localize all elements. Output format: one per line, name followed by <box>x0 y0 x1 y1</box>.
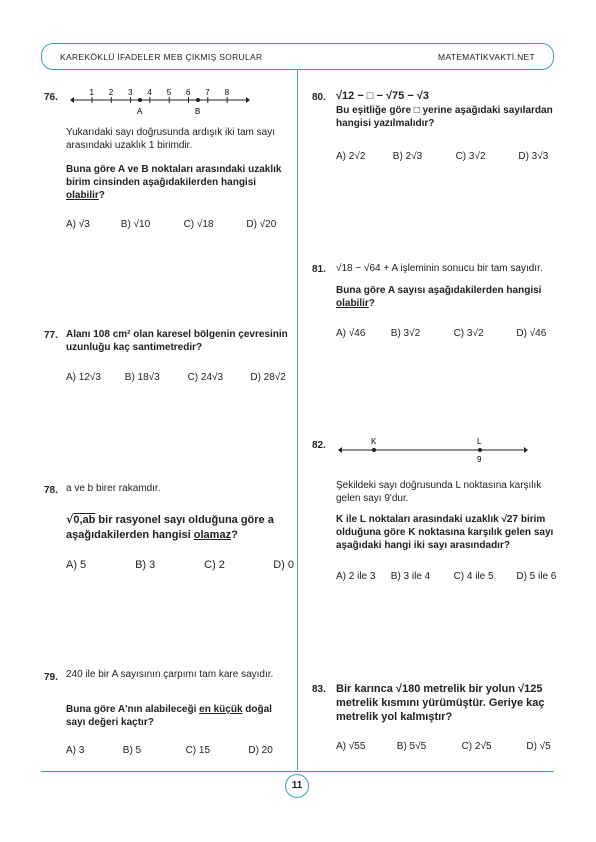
q79-text-1: 240 ile bir A sayısının çarpımı tam kare sayıdır. <box>66 669 274 680</box>
q82-label-l: L <box>477 437 482 446</box>
q78-options <box>66 559 294 571</box>
q78-text-2 <box>66 512 294 543</box>
q82-point-l <box>478 448 482 452</box>
q83-option-b[interactable]: B) 5√5 <box>396 741 427 752</box>
question-76-number: 76. <box>44 92 58 103</box>
q79-option-c[interactable]: C) 15 <box>185 745 211 756</box>
q76-text-2-underlined: olabilir <box>66 190 99 201</box>
q83-option-d[interactable]: D) √5 <box>526 741 551 752</box>
q77-options <box>66 372 286 383</box>
q76-number-line <box>70 88 250 118</box>
header-site: MATEMATİKVAKTİ.NET <box>437 52 535 62</box>
q81-expression: √18 − √64 + A işleminin sonucu bir tam sayıdır. <box>336 263 543 274</box>
q80-text: Bu eşitliğe göre □ yerine aşağıdaki sayılardan hangisi yazılmalıdır? <box>336 105 553 129</box>
q76-tick-label: 7 <box>205 88 210 97</box>
q80-option-a[interactable]: A) 2√2 <box>336 151 366 162</box>
q78-option-d[interactable]: D) 0 <box>273 559 294 571</box>
q76-tick-label: 3 <box>128 88 133 97</box>
q82-option-d[interactable]: D) 5 ile 6 <box>516 571 557 582</box>
q81-text-end: ? <box>368 298 375 309</box>
q76-tick-label: 4 <box>147 88 152 97</box>
q81-text <box>336 284 558 310</box>
q78-text-2-main: bir rasyonel sayı olduğuna göre a aşağıdakilerden hangisi <box>66 514 274 541</box>
q83-options <box>336 741 551 752</box>
q82-arrow-right <box>524 447 528 453</box>
q76-option-a[interactable]: A) √3 <box>66 219 90 230</box>
q82-arrow-left <box>338 447 342 453</box>
q78-text-1: a ve b birer rakamdır. <box>66 483 161 494</box>
q78-text-2-end: ? <box>231 529 238 541</box>
question-80-number: 80. <box>312 92 326 103</box>
q80-expression: √12 − □ − √75 − √3 <box>336 90 429 102</box>
q77-text: Alanı 108 cm² olan karesel bölgenin çevresinin uzunluğu kaç santimetredir? <box>66 329 288 353</box>
q80-option-c[interactable]: C) 3√2 <box>455 151 486 162</box>
q79-option-b[interactable]: B) 5 <box>122 745 142 756</box>
q81-option-b[interactable]: B) 3√2 <box>390 328 421 339</box>
question-81-number: 81. <box>312 264 326 275</box>
page-header <box>41 43 554 70</box>
q78-option-c[interactable]: C) 2 <box>204 559 225 571</box>
q81-text-underlined: olabilir <box>336 298 369 309</box>
q79-options <box>66 745 273 756</box>
question-83-number: 83. <box>312 684 326 695</box>
q76-options <box>66 219 276 230</box>
q78-option-b[interactable]: B) 3 <box>135 559 156 571</box>
q76-tick-label: 1 <box>89 88 94 97</box>
q76-text-1: Yukarıdaki sayı doğrusunda ardışık iki tam sayı arasındaki uzaklık 1 birimdir. <box>66 127 275 151</box>
q76-tick-label: 5 <box>166 88 172 97</box>
q76-tick-label: 2 <box>108 88 114 97</box>
q76-text-2-end: ? <box>98 190 105 201</box>
column-divider <box>297 70 298 770</box>
q79-text-2-underlined: en küçük <box>199 704 243 715</box>
q82-option-a[interactable]: A) 2 ile 3 <box>336 571 376 582</box>
q79-text-2 <box>66 703 291 729</box>
footer-divider <box>41 771 554 772</box>
q78-radicand: 0,ab <box>73 514 96 526</box>
q76-option-d[interactable]: D) √20 <box>246 219 277 230</box>
q79-text-2-main: Buna göre A'nın alabileceği <box>66 704 200 715</box>
q82-text-1: Şekildeki sayı doğrusunda L noktasına karşılık gelen sayı 9'dur. <box>336 480 542 504</box>
q76-point-b <box>196 98 200 102</box>
q76-arrow-left <box>70 97 74 103</box>
q76-text-2 <box>66 163 288 202</box>
q77-option-c[interactable]: C) 24√3 <box>187 372 224 383</box>
q82-options <box>336 571 556 582</box>
q76-label-b: B <box>195 107 201 116</box>
q82-number-line <box>338 434 528 468</box>
q82-option-c[interactable]: C) 4 ile 5 <box>453 571 494 582</box>
q81-option-d[interactable]: D) √46 <box>516 328 547 339</box>
q81-text-main: Buna göre A sayısı aşağıdakilerden hangisi <box>336 285 542 296</box>
q82-label-9: 9 <box>477 455 482 464</box>
q78-text-2-underlined: olamaz <box>193 529 232 541</box>
q80-option-d[interactable]: D) 3√3 <box>518 151 549 162</box>
question-79-number: 79. <box>44 672 58 683</box>
q76-text-2-main: Buna göre A ve B noktaları arasındaki uzaklık birim cinsinden aşağıdakilerden hangisi <box>66 164 282 188</box>
header-title: KAREKÖKLÜ İFADELER MEB ÇIKMIŞ SORULAR <box>60 52 263 62</box>
q76-point-a <box>138 98 142 102</box>
q83-text: Bir karınca √180 metrelik bir yolun √125 metrelik kısmını yürümüştür. Geriye kaç metrelik yol kalmıştır? <box>336 683 545 723</box>
q76-tick-label: 6 <box>186 88 191 97</box>
q76-option-b[interactable]: B) √10 <box>120 219 151 230</box>
q83-option-a[interactable]: A) √55 <box>336 741 366 752</box>
q77-option-b[interactable]: B) 18√3 <box>124 372 160 383</box>
q78-option-a[interactable]: A) 5 <box>66 559 87 571</box>
q78-radical-sign: √ <box>66 513 74 526</box>
page-number: 11 <box>285 774 309 798</box>
question-78-number: 78. <box>44 485 58 496</box>
q76-option-c[interactable]: C) √18 <box>183 219 214 230</box>
question-77-number: 77. <box>44 330 58 341</box>
q80-option-b[interactable]: B) 2√3 <box>392 151 423 162</box>
q77-option-d[interactable]: D) 28√2 <box>250 372 286 383</box>
q83-option-c[interactable]: C) 2√5 <box>461 741 492 752</box>
question-82-number: 82. <box>312 440 326 451</box>
q82-point-k <box>372 448 376 452</box>
q79-text-2-end: doğal sayı değeri kaçtır? <box>66 704 272 728</box>
q76-label-a: A <box>137 107 143 116</box>
q77-option-a[interactable]: A) 12√3 <box>66 372 101 383</box>
q82-label-k: K <box>371 437 377 446</box>
q82-option-b[interactable]: B) 3 ile 4 <box>390 571 431 582</box>
q76-tick-label: 8 <box>224 88 230 97</box>
q81-option-c[interactable]: C) 3√2 <box>453 328 484 339</box>
q80-options <box>336 151 548 162</box>
q81-options <box>336 328 546 339</box>
q81-option-a[interactable]: A) √46 <box>336 328 366 339</box>
q79-option-a[interactable]: A) 3 <box>66 745 85 756</box>
q76-arrow-right <box>246 97 250 103</box>
q79-option-d[interactable]: D) 20 <box>248 745 273 756</box>
q82-text-2: K ile L noktaları arasındaki uzaklık √27 birim olduğuna göre K noktasına karşılık gelen sayı aşağıdaki hangi iki sayı arasındadır? <box>336 514 554 551</box>
